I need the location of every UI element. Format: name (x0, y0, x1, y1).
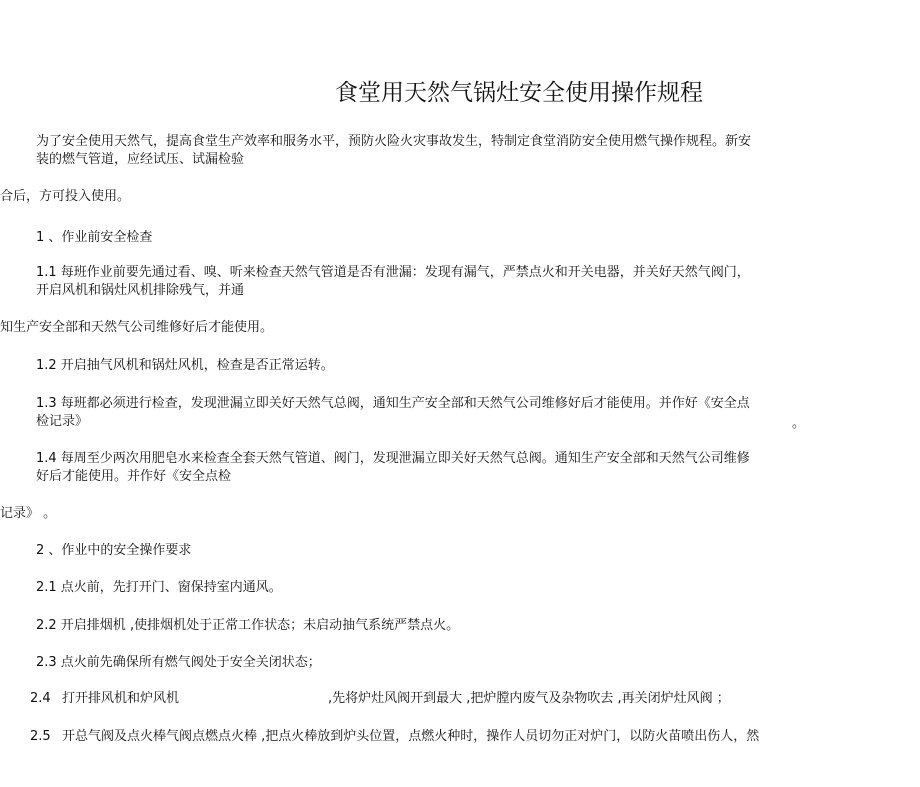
intro-line: 为了安全使用天然气，提高食堂生产效率和服务水平，预防火险火灾事故发生，特制定食堂消防安全使用燃气操作规程。新安 (36, 134, 752, 149)
paragraph-line: 1.4 每周至少两次用肥皂水来检查全套天然气管道、阀门，发现泄漏立即关好天然气总阀。通知生产安全部和天然气公司维修 (36, 451, 750, 466)
paragraph-line: 好后才能使用。并作好《安全点检 (36, 469, 232, 484)
paragraph-line: 知生产安全部和天然气公司维修好后才能使用。 (0, 320, 274, 335)
paragraph-line: ,先将炉灶风阀开到最大 ,把炉膛内废气及杂物吹去 ,再关闭炉灶风阀 ； (328, 691, 730, 706)
section-heading: 2 、作业中的安全操作要求 (36, 543, 192, 558)
intro-line: 合后，方可投入使用。 (0, 189, 131, 204)
paragraph-line: 2.1 点火前，先打开门、窗保持室内通风。 (36, 580, 282, 595)
document-title: 食堂用天然气锅灶安全使用操作规程 (335, 80, 703, 106)
paragraph-line: 检记录》 (36, 414, 89, 429)
paragraph-line: 记录》 。 (0, 506, 57, 521)
item-number: 2.4 (30, 691, 51, 706)
paragraph-end-mark: 。 (792, 416, 806, 431)
paragraph-line: 2.2 开启排烟机 ,使排烟机处于正常工作状态；未启动抽气系统严禁点火。 (36, 618, 460, 633)
paragraph-line: 1.1 每班作业前要先通过看、嗅、听来检查天然气管道是否有泄漏：发现有漏气，严禁点火和开关电器，并关好天然气阀门， (36, 265, 750, 280)
paragraph-line: 1.3 每班都必须进行检查，发现泄漏立即关好天然气总阀，通知生产安全部和天然气公司维修好后才能使用。并作好《安全点 (36, 396, 750, 411)
intro-line: 装的燃气管道，应经试压、试漏检验 (36, 152, 245, 167)
paragraph-line: 开启风机和锅灶风机排除残气，并通 (36, 283, 245, 298)
paragraph-line: 1.2 开启抽气风机和锅灶风机，检查是否正常运转。 (36, 358, 334, 373)
item-number: 2.5 (30, 729, 51, 744)
paragraph-line: 开总气阀及点火棒气阀点燃点火棒 ,把点火棒放到炉头位置，点燃火种时，操作人员切勿正对炉门，以防火苗喷出伤人，然 (62, 729, 760, 744)
section-heading: 1 、作业前安全检查 (36, 230, 153, 245)
paragraph-line: 2.3 点火前先确保所有燃气阀处于安全关闭状态； (36, 655, 321, 670)
paragraph-line: 打开排风机和炉风机 (62, 691, 180, 706)
